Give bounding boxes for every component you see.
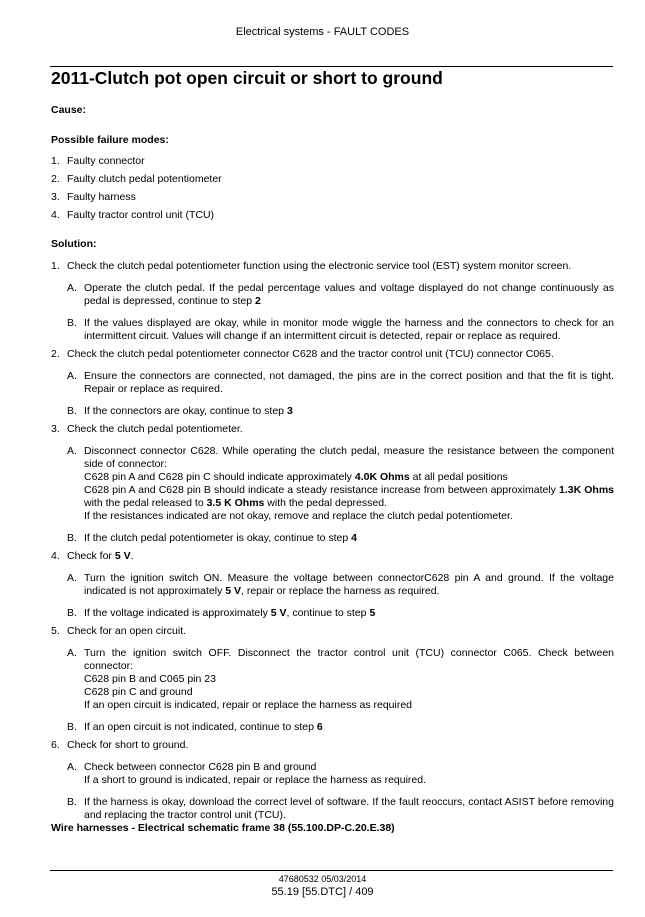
substep-letter: A. <box>67 647 77 659</box>
substep-letter: B. <box>67 405 77 417</box>
step-text: Check for <box>67 550 112 562</box>
substep-text: If the voltage indicated is approximately <box>84 607 268 619</box>
substep-letter: A. <box>67 445 77 457</box>
step-ref: 5 <box>369 607 376 619</box>
step-text: Check the clutch pedal potentiometer. <box>67 423 243 435</box>
substep-text: If the resistances indicated are not okay, remove and replace the clutch pedal potentiometer. <box>84 510 513 522</box>
item-text: Faulty clutch pedal potentiometer <box>67 173 222 185</box>
substep-letter: B. <box>67 796 77 808</box>
step-1-b <box>51 317 614 343</box>
step-6-a <box>51 761 614 787</box>
step-ref: 4 <box>351 532 357 544</box>
substep-letter: A. <box>67 572 77 584</box>
substep-text: Ensure the connectors are connected, not damaged, the pins are in the correct position and that the fit is tight. Repair or replace as required. <box>84 370 614 395</box>
text-fragment: C628 pin A and C628 pin C should indicate approximately <box>84 471 352 483</box>
step-3 <box>51 423 614 436</box>
list-item <box>51 173 614 186</box>
substep-letter: A. <box>67 370 77 382</box>
cause-label: Cause: <box>51 104 87 116</box>
failure-modes-list <box>51 155 614 222</box>
step-number: 6. <box>51 739 60 751</box>
step-5-a <box>51 647 614 712</box>
text-fragment: , continue to step <box>286 607 367 619</box>
text-fragment: at all pedal positions <box>412 471 508 483</box>
step-text: Check the clutch pedal potentiometer connector C628 and the tractor control unit (TCU) connector C065. <box>67 348 554 360</box>
substep-letter: A. <box>67 761 77 773</box>
list-item <box>51 209 614 222</box>
step-number: 5. <box>51 625 60 637</box>
substep-text: Turn the ignition switch ON. Measure the voltage between connectorC628 pin A and ground. If the voltage indicated is not approximately <box>84 572 614 597</box>
voltage-value: 5 V <box>225 585 242 597</box>
page-header: Electrical systems - FAULT CODES <box>235 26 410 38</box>
substep-text: If the connectors are okay, continue to step <box>84 405 285 417</box>
text-fragment: , repair or replace the harness as required. <box>241 585 440 597</box>
step-3-b <box>51 532 614 545</box>
step-6 <box>51 739 614 752</box>
voltage-value: 5 V <box>114 550 131 562</box>
step-1-a <box>51 282 614 308</box>
item-number: 4. <box>51 209 60 221</box>
failure-modes-label: Possible failure modes: <box>51 134 169 146</box>
item-number: 2. <box>51 173 60 185</box>
list-item <box>51 191 614 204</box>
footer-rule <box>50 870 613 871</box>
substep-letter: B. <box>67 721 77 733</box>
page-title: 2011-Clutch pot open circuit or short to ground <box>51 68 443 88</box>
footer-page-number: 55.19 [55.DTC] / 409 <box>271 886 374 898</box>
resistance-value: 4.0K Ohms <box>354 471 410 483</box>
step-ref: 2 <box>255 295 261 307</box>
substep-text: Disconnect connector C628. While operating the clutch pedal, measure the resistance between the component side of connector: <box>84 445 614 470</box>
substep-letter: B. <box>67 607 77 619</box>
step-2 <box>51 348 614 361</box>
text-fragment: with the pedal depressed. <box>267 497 387 509</box>
substep-letter: A. <box>67 282 77 294</box>
text-fragment: with the pedal released to <box>84 497 204 509</box>
step-2-b <box>51 405 614 418</box>
step-6-b <box>51 796 614 822</box>
step-5 <box>51 625 614 638</box>
step-number: 4. <box>51 550 60 562</box>
step-4-a <box>51 572 614 598</box>
item-number: 3. <box>51 191 60 203</box>
substep-text: If the clutch pedal potentiometer is okay, continue to step <box>84 532 349 544</box>
step-1 <box>51 260 614 273</box>
step-2-a <box>51 370 614 396</box>
substep-text: Turn the ignition switch OFF. Disconnect the tractor control unit (TCU) connector C065. Check between connector: <box>84 647 614 672</box>
fault-code-content <box>51 104 614 835</box>
substep-text: If an open circuit is not indicated, continue to step <box>84 721 314 733</box>
substep-text: C628 pin B and C065 pin 23 <box>84 673 216 685</box>
substep-text: If the harness is okay, download the correct level of software. If the fault reoccurs, contact ASIST before removing and replacing the tractor control unit (TCU). <box>84 796 614 821</box>
step-4-b <box>51 607 614 620</box>
substep-text: If an open circuit is indicated, repair or replace the harness as required <box>84 699 413 711</box>
step-ref: 6 <box>316 721 323 733</box>
step-number: 3. <box>51 423 60 435</box>
voltage-value: 5 V <box>270 607 287 619</box>
item-text: Faulty tractor control unit (TCU) <box>67 209 215 221</box>
substep-letter: B. <box>67 317 77 329</box>
substep-text: Operate the clutch pedal. If the pedal percentage values and voltage displayed do not change continuously as pedal is depressed, continue to step <box>84 282 614 307</box>
item-number: 1. <box>51 155 60 167</box>
substep-text <box>84 484 614 510</box>
step-text: Check the clutch pedal potentiometer function using the electronic service tool (EST) system monitor screen. <box>67 260 572 272</box>
step-text: Check for an open circuit. <box>67 625 187 637</box>
substep-letter: B. <box>67 532 77 544</box>
text-fragment: C628 pin A and C628 pin B should indicate a steady resistance increase from between approximately <box>84 484 556 496</box>
step-text: Check for short to ground. <box>67 739 189 751</box>
substep-text: Check between connector C628 pin B and ground <box>84 761 317 773</box>
list-item <box>51 155 614 168</box>
footer-doc-id: 47680532 05/03/2014 <box>278 874 367 884</box>
step-4 <box>51 550 614 563</box>
resistance-value: 3.5 K Ohms <box>206 497 265 509</box>
step-3-a <box>51 445 614 523</box>
step-number: 2. <box>51 348 60 360</box>
text-fragment: . <box>130 550 134 562</box>
step-5-b <box>51 721 614 734</box>
substep-text <box>84 471 614 484</box>
item-text: Faulty connector <box>67 155 145 167</box>
item-text: Faulty harness <box>67 191 136 203</box>
resistance-value: 1.3K Ohms <box>559 484 614 496</box>
step-ref: 3 <box>286 405 293 417</box>
substep-text: If the values displayed are okay, while in monitor mode wiggle the harness and the connectors to check for an intermittent circuit. Values will change if an intermittent circuit is detected, repair or replace as required. <box>84 317 614 342</box>
substep-text: C628 pin C and ground <box>84 686 193 698</box>
substep-text: If a short to ground is indicated, repair or replace the harness as required. <box>84 774 427 786</box>
wire-harness-link[interactable]: Wire harnesses - Electrical schematic frame 38 (55.100.DP-C.20.E.38) <box>51 822 395 834</box>
step-number: 1. <box>51 260 60 272</box>
solution-label: Solution: <box>51 238 97 250</box>
